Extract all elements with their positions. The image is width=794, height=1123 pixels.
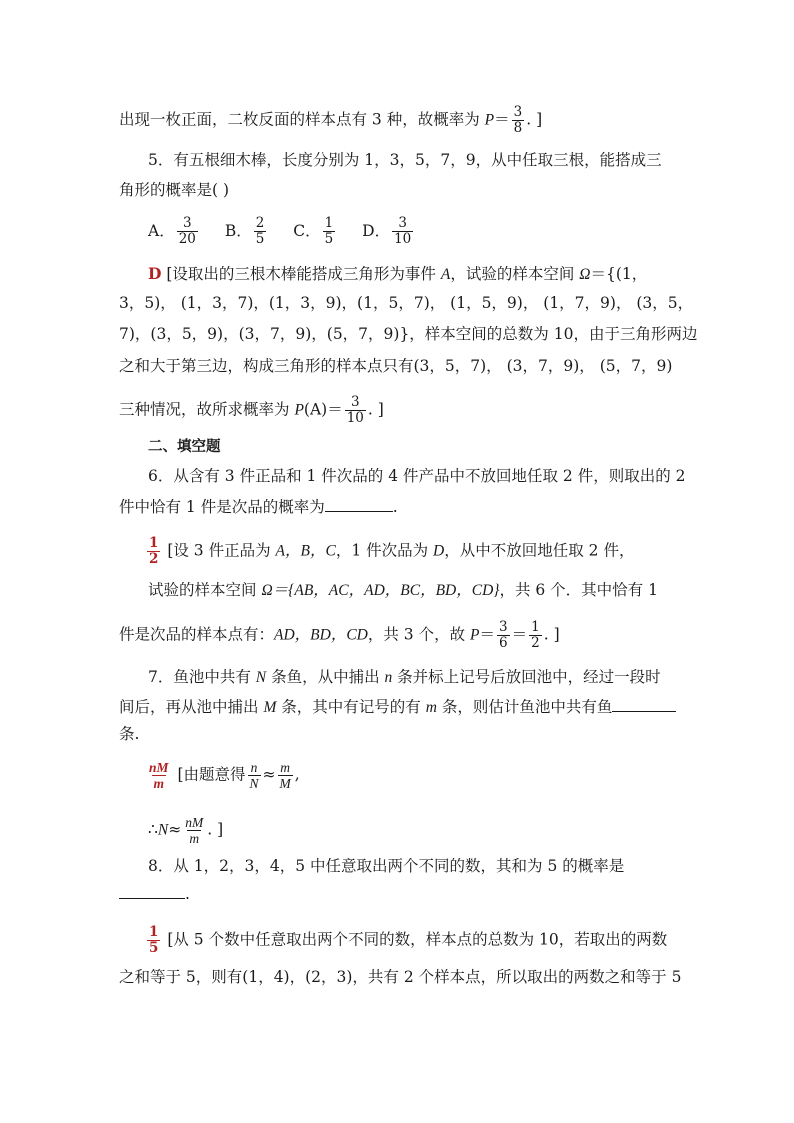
question-6-line-2: 件中恰有 1 件是次品的概率为 . [119,498,398,516]
answer-blank [119,884,185,899]
answer-5-line-5: 三种情况，故所求概率为 P(A)＝ $\frac{3}{10}$ . ] [119,394,384,426]
answer-5-line-4: 之和大于第三边，构成三角形的样本点只有(3，5，7)， (3，7，9)， (5，7，9) [119,357,673,375]
answer-5-line-3: 7)，(3，5，9)，(3，7，9)，(5，7，9)}，样本空间的总数为 10，由于三角形两边 [119,325,698,343]
question-5-options [148,216,415,247]
answer-fraction: $\frac{1}{5}$ [149,924,159,956]
prev-answer-line: 出现一枚正面，二枚反面的样本点有 3 种，故概率为 P＝ $\frac{3}{8}$ . ] [119,104,543,136]
var-p: P [484,111,495,129]
answer-6-line-3: 件是次品的样本点有：AD，BD，CD，共 3 个，故 P＝ $\frac{3}{6}$ ＝ $\frac{1}{2}$ . ] [119,619,560,651]
answer-8-line-1: $\frac{1}{5}$ [从 5 个数中任意取出两个不同的数，样本点的总数为 10，若取出的两数 [149,924,668,956]
section-title: 二、填空题 [148,439,221,455]
answer-letter: D [148,264,162,283]
answer-5-line-1: D [设取出的三根木棒能搭成三角形为事件 A，试验的样本空间 Ω＝{(1， [148,264,648,283]
option-b: B． $\frac{2}{5}$ [224,215,265,247]
option-a: A． $\frac{3}{20}$ [148,215,196,247]
question-8-line-1: 8．从 1，2，3，4，5 中任意取出两个不同的数，其和为 5 的概率是 [148,857,625,875]
fraction: $\frac{3}{8}$ [513,104,523,136]
answer-5-line-2: 3，5)， (1，3，7)，(1，3，9)，(1，5，7)， (1，5，9)， (1，7，9)， (3，5， [119,294,694,312]
question-7-line-2: 间后，再从池中捕出 M 条，其中有记号的有 m 条，则估计鱼池中共有鱼 [119,697,676,718]
answer-6-line-1: $\frac{1}{2}$ [设 3 件正品为 A，B，C，1 件次品为 D，从中不放回地任取 2 件， [149,535,635,567]
answer-fraction: $\frac{nM}{m}$ [149,760,169,791]
question-8-line-2: . [119,884,190,904]
answer-blank [325,497,393,512]
question-7-line-3: 条. [119,725,140,743]
fraction: $\frac{3}{10}$ [346,394,364,426]
question-6-line-1: 6．从含有 3 件正品和 1 件次品的 4 件产品中不放回地任取 2 件，则取出的 2 [148,467,686,485]
answer-blank [612,697,676,712]
option-c: C． $\frac{1}{5}$ [293,215,334,247]
question-5-line-2: 角形的概率是( ) [119,181,230,199]
question-7-line-1: 7．鱼池中共有 N 条鱼，从中捕出 n 条并标上记号后放回池中，经过一段时 [148,668,661,686]
option-d: D． $\frac{3}{10}$ [362,215,412,247]
answer-6-line-2: 试验的样本空间 Ω＝{AB，AC，AD，BC，BD，CD}，共 6 个．其中恰有 1 [148,581,658,599]
answer-7-line-2: ∴N≈ $\frac{nM}{m}$ . ] [148,815,224,846]
answer-8-line-2: 之和等于 5，则有(1，4)，(2，3)，共有 2 个样本点，所以取出的两数之和等于 5 [119,968,682,986]
answer-fraction: $\frac{1}{2}$ [149,535,159,567]
question-5-line-1: 5．有五根细木棒，长度分别为 1，3，5，7，9，从中任取三根，能搭成三 [148,151,662,169]
answer-7-line-1: $\frac{nM}{m}$ [由题意得 $\frac{n}{N}$ ≈ $\frac{m}{M}$ , [149,760,300,791]
